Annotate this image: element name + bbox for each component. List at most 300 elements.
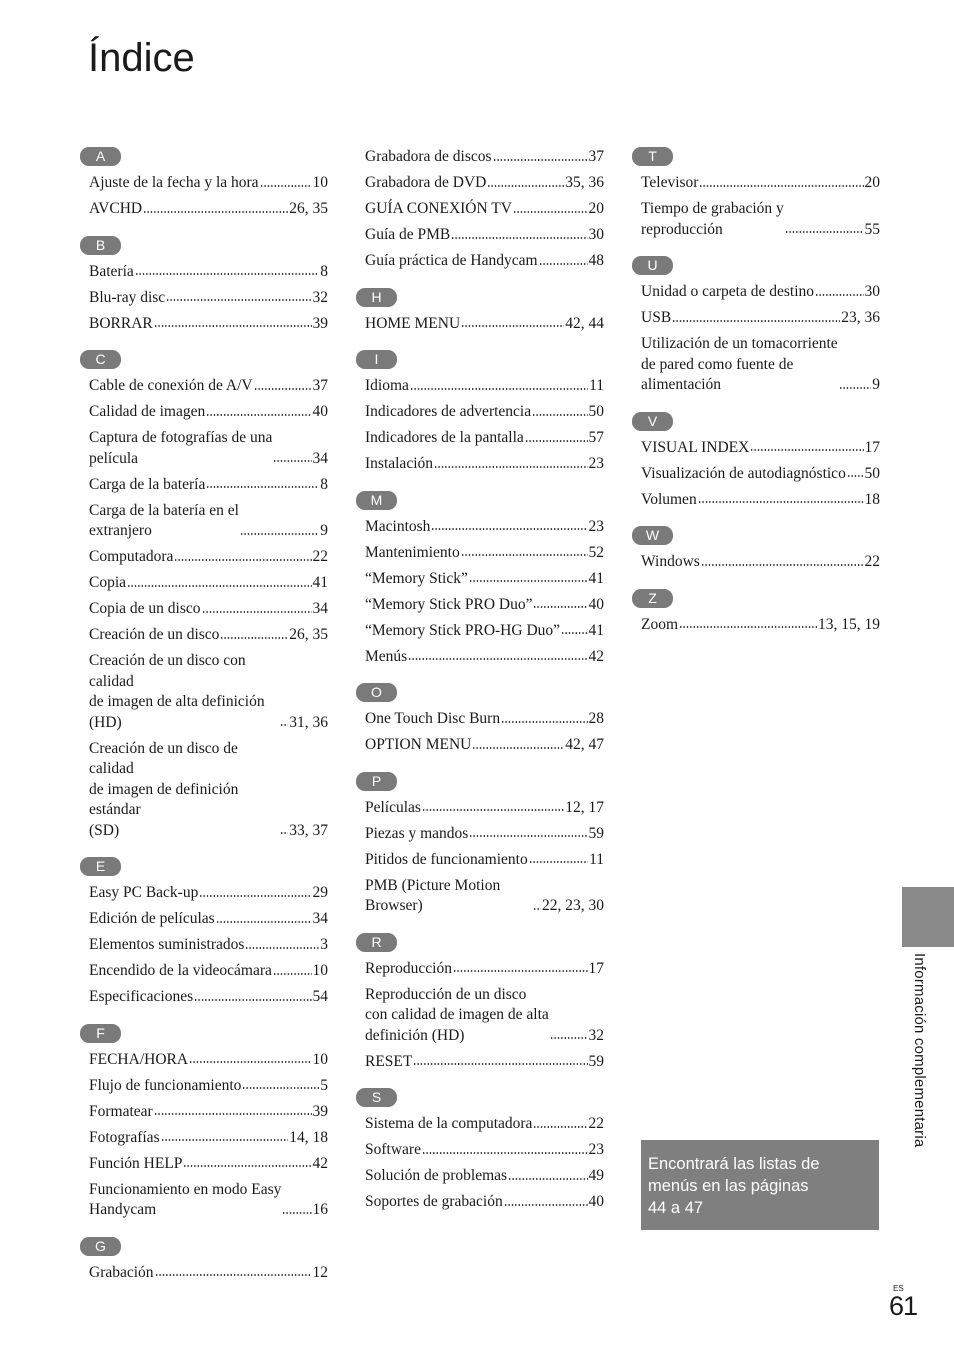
index-entry xyxy=(365,199,604,220)
dot-leader xyxy=(785,229,864,235)
index-pages: 52 xyxy=(588,543,604,561)
index-term: Grabación xyxy=(89,1263,154,1281)
index-pages: 17 xyxy=(864,438,880,456)
dot-leader xyxy=(533,906,541,912)
language-code: ES xyxy=(893,1284,904,1293)
index-entry xyxy=(365,1166,604,1187)
index-entry xyxy=(365,569,604,590)
index-term: Menús xyxy=(365,647,408,665)
index-term: Tiempo de grabación y reproducción xyxy=(641,200,784,238)
index-pages: 50 xyxy=(864,464,880,482)
index-pages: 42, 44 xyxy=(565,314,604,332)
index-pages: 22 xyxy=(588,1115,604,1132)
index-entry xyxy=(365,595,604,616)
index-term: Sistema de la computadora xyxy=(365,1115,533,1132)
index-term: Guía de PMB xyxy=(365,226,451,243)
index-pages: 10 xyxy=(312,174,328,191)
index-entry xyxy=(365,647,604,668)
section-tab-marker xyxy=(902,887,954,947)
index-pages: 30 xyxy=(588,226,604,243)
index-pages: 23, 36 xyxy=(841,309,880,326)
index-section xyxy=(356,772,604,917)
dot-leader xyxy=(242,1085,319,1091)
index-section xyxy=(356,491,604,668)
index-term: Volumen xyxy=(641,490,697,508)
index-section xyxy=(356,350,604,475)
index-entry xyxy=(89,1102,328,1123)
index-entry xyxy=(365,621,604,642)
index-term: Creación de un disco de calidad de imagen de definición estándar (SD) xyxy=(89,739,239,839)
dot-leader xyxy=(155,1272,312,1278)
index-entry xyxy=(641,199,880,240)
index-pages: 11 xyxy=(589,850,604,868)
index-section xyxy=(80,1237,328,1284)
menu-lists-note: Encontrará las listas de menús en las páginas 44 a 47 xyxy=(641,1140,879,1230)
index-pages: 32 xyxy=(312,288,328,306)
index-pages: 59 xyxy=(588,824,604,842)
index-entry xyxy=(89,428,328,469)
index-entry xyxy=(641,615,880,636)
index-term: Macintosh xyxy=(365,517,431,535)
dot-leader xyxy=(216,919,312,925)
index-entry xyxy=(365,1052,604,1073)
section-letter-badge: T xyxy=(632,147,673,166)
dot-leader xyxy=(453,968,588,974)
index-entry xyxy=(89,1076,328,1097)
index-pages: 29 xyxy=(312,884,328,901)
index-entry xyxy=(89,883,328,904)
index-pages: 9 xyxy=(872,376,880,393)
dot-leader xyxy=(461,323,564,329)
page-title: Índice xyxy=(88,36,195,80)
section-letter-badge: G xyxy=(80,1237,121,1256)
index-term: Piezas y mandos xyxy=(365,824,469,842)
index-entry xyxy=(365,454,604,475)
index-pages: 37 xyxy=(588,148,604,165)
index-pages: 23 xyxy=(588,1141,604,1158)
dot-leader xyxy=(202,609,312,615)
index-pages: 59 xyxy=(588,1052,604,1070)
index-entry xyxy=(89,501,328,542)
index-section xyxy=(80,147,328,220)
section-letter-badge: O xyxy=(356,683,397,702)
index-pages: 34 xyxy=(312,910,328,927)
index-term: USB xyxy=(641,309,672,326)
section-letter-badge: I xyxy=(356,350,397,369)
index-term: Idioma xyxy=(365,377,409,394)
index-entry xyxy=(89,199,328,220)
index-entry xyxy=(89,987,328,1008)
index-pages: 41 xyxy=(588,621,604,639)
index-pages: 41 xyxy=(588,569,604,587)
dot-leader xyxy=(280,830,288,836)
index-entry xyxy=(365,1192,604,1213)
index-term: “Memory Stick” xyxy=(365,569,468,587)
index-entry xyxy=(365,517,604,538)
page-number: 61 xyxy=(889,1291,918,1321)
index-term: BORRAR xyxy=(89,314,153,332)
section-letter-badge: R xyxy=(356,933,397,952)
dot-leader xyxy=(698,499,864,505)
index-section xyxy=(356,1088,604,1213)
dot-leader xyxy=(815,292,863,298)
dot-leader xyxy=(472,745,564,751)
index-entry xyxy=(365,735,604,756)
dot-leader xyxy=(501,719,587,725)
index-section xyxy=(356,288,604,335)
dot-leader xyxy=(161,1137,289,1143)
dot-leader xyxy=(206,412,311,418)
dot-leader xyxy=(550,1035,588,1041)
dot-leader xyxy=(539,261,588,267)
dot-leader xyxy=(273,971,312,977)
index-entry xyxy=(365,225,604,246)
dot-leader xyxy=(189,1059,311,1065)
index-entry xyxy=(89,314,328,335)
index-section xyxy=(80,1024,328,1221)
index-pages: 20 xyxy=(588,200,604,217)
index-pages: 40 xyxy=(588,595,604,613)
index-term: FECHA/HORA xyxy=(89,1050,189,1068)
index-entry xyxy=(365,428,604,449)
section-letter-badge: B xyxy=(80,236,121,255)
index-pages: 54 xyxy=(312,988,328,1005)
index-entry xyxy=(365,543,604,564)
index-pages: 26, 35 xyxy=(289,200,328,217)
index-section xyxy=(80,857,328,1008)
index-entry xyxy=(365,402,604,423)
dot-leader xyxy=(525,438,588,444)
index-pages: 28 xyxy=(588,710,604,727)
index-pages: 50 xyxy=(588,403,604,420)
index-term: Copia de un disco xyxy=(89,600,201,617)
dot-leader xyxy=(194,997,311,1003)
index-pages: 30 xyxy=(864,283,880,300)
index-term: Edición de películas xyxy=(89,910,215,927)
index-term: Ajuste de la fecha y la hora xyxy=(89,174,259,191)
index-term: Utilización de un tomacorriente de pared como fuente de alimentación xyxy=(641,335,838,393)
index-pages: 22 xyxy=(864,553,880,570)
index-term: Formatear xyxy=(89,1102,153,1120)
index-term: Función HELP xyxy=(89,1154,183,1172)
section-letter-badge: E xyxy=(80,857,121,876)
index-pages: 12 xyxy=(312,1263,328,1281)
index-entry xyxy=(89,475,328,496)
index-term: Pitidos de funcionamiento xyxy=(365,850,528,868)
index-term: Solución de problemas xyxy=(365,1167,508,1184)
index-term: Elementos suministrados xyxy=(89,936,245,953)
index-column-1 xyxy=(80,147,328,1299)
index-term: Grabadora de discos xyxy=(365,148,492,165)
index-term: GUÍA CONEXIÓN TV xyxy=(365,200,512,217)
section-letter-badge: C xyxy=(80,350,121,369)
index-entry xyxy=(365,709,604,730)
index-entry xyxy=(89,961,328,982)
index-pages: 42 xyxy=(588,647,604,665)
index-term: Computadora xyxy=(89,548,174,565)
dot-leader xyxy=(513,209,588,215)
index-term: OPTION MENU xyxy=(365,736,472,753)
index-pages: 42, 47 xyxy=(565,736,604,753)
index-entry xyxy=(89,173,328,194)
index-pages: 26, 35 xyxy=(289,626,328,643)
index-pages: 22 xyxy=(312,548,328,565)
index-term: Easy PC Back-up xyxy=(89,884,199,901)
index-pages: 20 xyxy=(864,174,880,191)
index-pages: 40 xyxy=(588,1193,604,1210)
index-section xyxy=(80,350,328,841)
index-entry xyxy=(365,985,604,1047)
dot-leader xyxy=(469,578,588,584)
dot-leader xyxy=(431,526,587,532)
dot-leader xyxy=(679,624,817,630)
index-term: Reproducción de un disco con calidad de imagen de alta definición (HD) xyxy=(365,985,549,1044)
index-term: Fotografías xyxy=(89,1128,160,1146)
index-pages: 10 xyxy=(312,962,328,979)
index-term: AVCHD xyxy=(89,200,143,217)
index-entry xyxy=(641,308,880,329)
index-section xyxy=(632,526,880,573)
index-pages: 34 xyxy=(312,449,328,467)
index-entry xyxy=(365,1114,604,1135)
index-pages: 9 xyxy=(320,522,328,539)
index-pages: 40 xyxy=(312,403,328,420)
index-term: Carga de la batería xyxy=(89,475,206,493)
index-entry xyxy=(89,935,328,956)
dot-leader xyxy=(504,1202,588,1208)
index-pages: 32 xyxy=(588,1026,604,1044)
index-term: One Touch Disc Burn xyxy=(365,710,501,727)
index-entry xyxy=(89,547,328,568)
index-pages: 39 xyxy=(312,1102,328,1120)
section-letter-badge: M xyxy=(356,491,397,510)
index-term: “Memory Stick PRO-HG Duo” xyxy=(365,621,561,639)
index-term: HOME MENU xyxy=(365,314,461,332)
index-entry xyxy=(89,739,328,842)
dot-leader xyxy=(533,604,587,610)
index-pages: 8 xyxy=(320,475,328,493)
index-section xyxy=(356,147,604,272)
dot-leader xyxy=(413,1061,587,1067)
dot-leader xyxy=(493,157,588,163)
index-section xyxy=(632,589,880,636)
index-entry xyxy=(89,573,328,594)
index-term: Flujo de funcionamiento xyxy=(89,1076,242,1094)
index-pages: 17 xyxy=(588,959,604,977)
index-pages: 23 xyxy=(588,517,604,535)
dot-leader xyxy=(154,1111,312,1117)
index-pages: 57 xyxy=(588,429,604,446)
dot-leader xyxy=(750,447,863,453)
section-letter-badge: Z xyxy=(632,589,673,608)
dot-leader xyxy=(127,583,311,589)
section-letter-badge: P xyxy=(356,772,397,791)
index-entry xyxy=(365,798,604,819)
dot-leader xyxy=(260,183,312,189)
index-entry xyxy=(641,464,880,485)
index-section xyxy=(632,412,880,511)
dot-leader xyxy=(701,562,864,568)
index-entry xyxy=(89,288,328,309)
dot-leader xyxy=(240,531,319,537)
dot-leader xyxy=(143,209,288,215)
dot-leader xyxy=(154,323,312,329)
index-pages: 16 xyxy=(312,1201,328,1218)
dot-leader xyxy=(487,183,564,189)
dot-leader xyxy=(422,1150,588,1156)
section-letter-badge: S xyxy=(356,1088,397,1107)
index-entry xyxy=(89,1154,328,1175)
index-entry xyxy=(365,376,604,397)
index-pages: 33, 37 xyxy=(289,821,328,839)
index-column-3 xyxy=(632,147,880,651)
dot-leader xyxy=(672,318,840,324)
index-section xyxy=(356,683,604,756)
index-term: Unidad o carpeta de destino xyxy=(641,283,815,300)
index-pages: 49 xyxy=(588,1167,604,1184)
dot-leader xyxy=(245,945,319,951)
index-entry xyxy=(365,173,604,194)
dot-leader xyxy=(280,722,288,728)
section-letter-badge: H xyxy=(356,288,397,307)
index-term: Indicadores de la pantalla xyxy=(365,429,524,446)
index-section xyxy=(356,933,604,1073)
index-pages: 3 xyxy=(320,936,328,953)
index-term: Blu-ray disc xyxy=(89,288,166,306)
index-pages: 11 xyxy=(589,377,604,394)
dot-leader xyxy=(422,807,564,813)
index-column-2 xyxy=(356,147,604,1229)
index-entry xyxy=(89,1263,328,1284)
dot-leader xyxy=(461,552,588,558)
index-entry xyxy=(365,251,604,272)
index-term: Mantenimiento xyxy=(365,543,460,561)
index-entry xyxy=(641,438,880,459)
index-pages: 5 xyxy=(320,1076,328,1094)
index-pages: 55 xyxy=(864,220,880,238)
index-term: Guía práctica de Handycam xyxy=(365,252,538,269)
index-pages: 12, 17 xyxy=(565,798,604,816)
index-section xyxy=(632,147,880,240)
dot-leader xyxy=(561,630,587,636)
index-pages: 37 xyxy=(312,377,328,394)
dot-leader xyxy=(220,635,288,641)
index-term: Cable de conexión de A/V xyxy=(89,377,253,394)
dot-leader xyxy=(254,386,312,392)
index-pages: 22, 23, 30 xyxy=(542,897,604,914)
section-letter-badge: W xyxy=(632,526,673,545)
dot-leader xyxy=(533,1124,587,1130)
index-entry xyxy=(89,1180,328,1221)
index-term: Visualización de autodiagnóstico xyxy=(641,464,846,482)
dot-leader xyxy=(166,297,311,303)
index-section xyxy=(80,236,328,335)
index-entry xyxy=(89,1128,328,1149)
dot-leader xyxy=(273,458,311,464)
dot-leader xyxy=(410,386,588,392)
index-entry xyxy=(365,959,604,980)
index-entry xyxy=(89,1050,328,1071)
index-pages: 8 xyxy=(320,262,328,280)
section-letter-badge: A xyxy=(80,147,121,166)
index-term: Funcionamiento en modo Easy Handycam xyxy=(89,1180,282,1218)
index-entry xyxy=(365,1140,604,1161)
index-entry xyxy=(365,147,604,168)
index-entry xyxy=(641,173,880,194)
index-term: Zoom xyxy=(641,615,679,633)
index-pages: 41 xyxy=(312,574,328,591)
dot-leader xyxy=(451,235,587,241)
index-term: Televisor xyxy=(641,174,699,191)
index-term: Creación de un disco xyxy=(89,626,220,643)
index-term: Encendido de la videocámara xyxy=(89,962,272,979)
index-entry xyxy=(89,625,328,646)
index-term: “Memory Stick PRO Duo” xyxy=(365,595,533,613)
index-section xyxy=(632,256,880,396)
index-term: Reproducción xyxy=(365,959,452,977)
index-entry xyxy=(641,552,880,573)
dot-leader xyxy=(529,859,588,865)
index-term: RESET xyxy=(365,1052,413,1070)
index-pages: 42 xyxy=(312,1154,328,1172)
dot-leader xyxy=(532,412,587,418)
index-term: Software xyxy=(365,1141,421,1158)
index-entry xyxy=(89,376,328,397)
section-letter-badge: V xyxy=(632,412,673,431)
index-term: Películas xyxy=(365,798,421,816)
dot-leader xyxy=(174,557,311,563)
index-pages: 23 xyxy=(588,455,604,472)
index-term: Instalación xyxy=(365,455,434,472)
index-entry xyxy=(89,599,328,620)
index-term: Indicadores de advertencia xyxy=(365,403,532,420)
index-term: Batería xyxy=(89,262,134,280)
index-term: VISUAL INDEX xyxy=(641,438,750,456)
dot-leader xyxy=(508,1176,587,1182)
dot-leader xyxy=(183,1163,311,1169)
section-side-label: Información complementaria xyxy=(911,953,928,1148)
dot-leader xyxy=(469,833,587,839)
dot-leader xyxy=(408,656,587,662)
index-term: Captura de fotografías de una película xyxy=(89,429,273,467)
dot-leader xyxy=(434,464,587,470)
index-entry xyxy=(89,402,328,423)
index-entry xyxy=(641,490,880,511)
index-entry xyxy=(641,334,880,396)
index-entry xyxy=(641,282,880,303)
dot-leader xyxy=(206,484,319,490)
index-term: Carga de la batería en el extranjero xyxy=(89,501,239,539)
index-entry xyxy=(89,262,328,283)
index-pages: 31, 36 xyxy=(289,713,328,731)
index-pages: 39 xyxy=(312,314,328,332)
index-term: Windows xyxy=(641,553,700,570)
index-pages: 34 xyxy=(312,600,328,617)
index-pages: 35, 36 xyxy=(565,174,604,191)
dot-leader xyxy=(839,385,872,391)
index-entry xyxy=(365,876,604,917)
section-letter-badge: F xyxy=(80,1024,121,1043)
index-pages: 13, 15, 19 xyxy=(818,615,880,633)
index-entry xyxy=(365,850,604,871)
index-term: Especificaciones xyxy=(89,988,194,1005)
index-entry xyxy=(365,314,604,335)
dot-leader xyxy=(699,183,863,189)
index-term: Grabadora de DVD xyxy=(365,174,487,191)
dot-leader xyxy=(199,893,311,899)
dot-leader xyxy=(135,271,319,277)
index-term: Creación de un disco con calidad de imagen de alta definición (HD) xyxy=(89,652,265,731)
